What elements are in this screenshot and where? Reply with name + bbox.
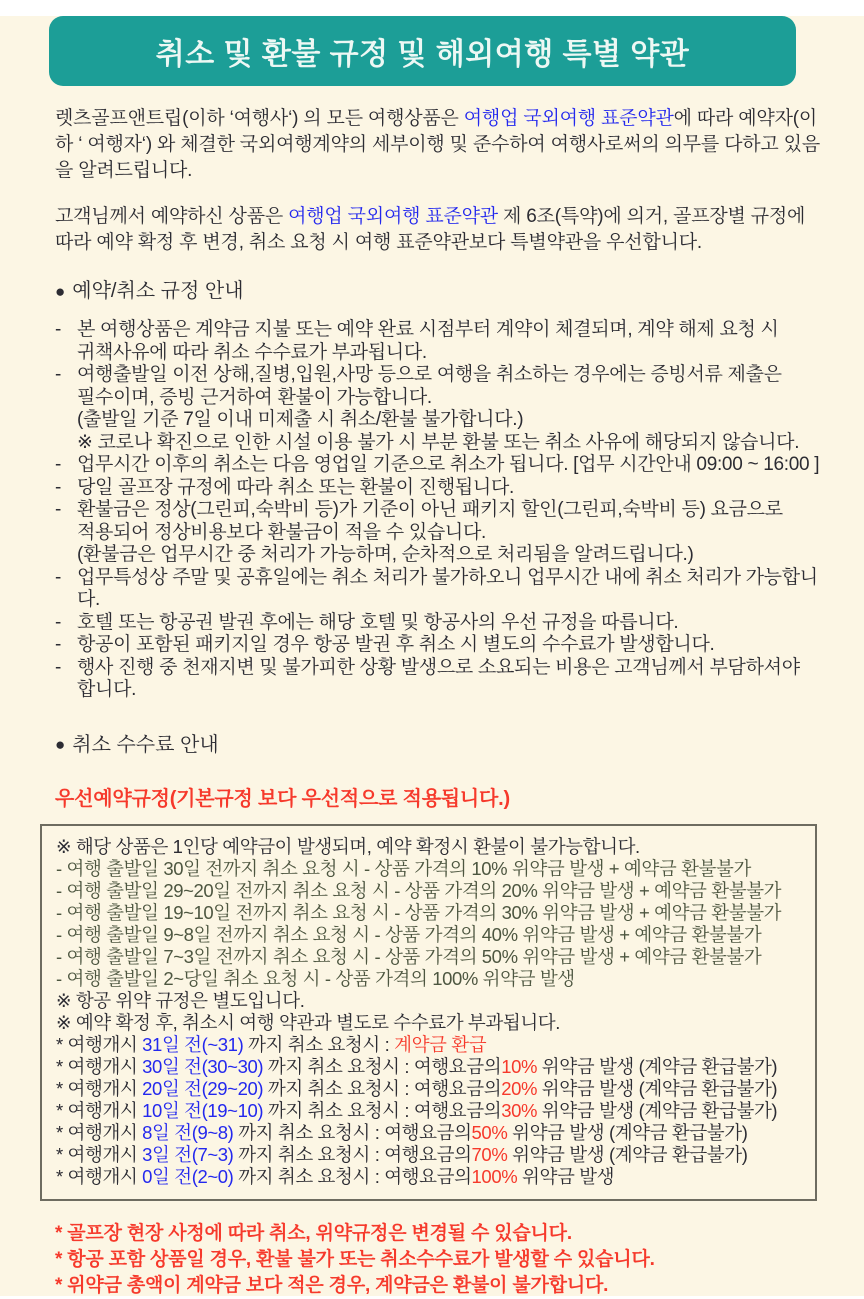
fee-segment: - 여행 출발일 7~3일 전까지 취소 요청 시 - 상품 가격의 50% 위약금 발생 + 예약금 환불불가 — [56, 945, 762, 967]
fee-line — [56, 1034, 807, 1056]
fee-segment: * 여행개시 — [56, 1055, 143, 1077]
rule-line: 필수이며, 증빙 근거하여 환불이 가능합니다. — [77, 386, 432, 408]
fee-line — [56, 968, 807, 990]
dash-marker: - — [55, 499, 62, 520]
fee-segment: - 여행 출발일 9~8일 전까지 취소 요청 시 - 상품 가격의 40% 위약금 발생 + 예약금 환불불가 — [56, 923, 762, 945]
dash-marker: - — [55, 319, 62, 340]
rule-text — [77, 477, 826, 500]
fee-segment: 까지 취소 요청시 : 여행요금의 — [263, 1077, 502, 1099]
standard-terms-text-1: 여행업 국외여행 표준약관 — [463, 108, 674, 129]
fee-segment: 위약금 발생 (계약금 환급불가) — [537, 1055, 778, 1077]
dash-marker: - — [55, 476, 62, 498]
intro-1-pre: 렛츠골프앤트립(이하 ‘여행사‘) 의 모든 여행상품은 — [55, 108, 464, 129]
section-title-rules-label: 예약/취소 규정 안내 — [72, 280, 244, 302]
fee-segment: - 여행 출발일 29~20일 전까지 취소 요청 시 - 상품 가격의 20% 위약금 발생 + 예약금 환불불가 — [56, 879, 782, 901]
fee-line — [56, 836, 807, 858]
fee-line — [56, 1122, 807, 1144]
notice-content — [0, 106, 864, 1299]
rule-line: 귀책사유에 따라 취소 수수료가 부과됩니다. — [77, 341, 427, 363]
rule-text — [77, 567, 826, 612]
fee-segment: 50% — [471, 1121, 508, 1143]
fee-segment: 10일 전(19~10) — [142, 1099, 264, 1121]
fee-line — [56, 1100, 807, 1122]
rule-item — [55, 567, 826, 612]
rule-line: ※ 코로나 확진으로 인한 시설 이용 불가 시 부분 환불 또는 취소 사유에 해당되지 않습니다. — [77, 431, 800, 453]
fee-line — [56, 1078, 807, 1100]
rule-line: (환불금은 업무시간 중 처리가 가능하며, 순차적으로 처리됨을 알려드립니다.) — [77, 544, 694, 565]
fee-segment: 30일 전(30~30) — [142, 1055, 264, 1077]
page-title: 취소 및 환불 규정 및 해외여행 특별 약관 — [155, 38, 690, 71]
fee-segment: 31일 전(~31) — [142, 1033, 244, 1055]
rule-line: (출발일 기준 7일 이내 미제출 시 취소/환불 불가합니다.) — [77, 409, 524, 430]
fee-segment: 까지 취소 요청시 : 여행요금의 — [233, 1143, 472, 1165]
footer-notes — [55, 1221, 826, 1299]
rule-item — [55, 364, 826, 454]
dash-marker: - — [55, 611, 62, 633]
fee-segment: 30% — [501, 1099, 538, 1121]
section-title-fee — [55, 732, 826, 758]
fee-line — [56, 858, 807, 880]
dash-marker: - — [55, 364, 62, 385]
fee-line — [56, 1012, 807, 1034]
dash-marker: - — [55, 656, 62, 678]
dash-marker: - — [55, 634, 62, 655]
fee-segment: 까지 취소 요청시 : 여행요금의 — [263, 1099, 502, 1121]
rules-list — [55, 319, 826, 702]
standard-terms-text-2: 여행업 국외여행 표준약관 — [288, 206, 498, 227]
fee-segment: 위약금 발생 (계약금 환급불가) — [507, 1121, 748, 1143]
fee-line — [56, 946, 807, 968]
fee-line — [56, 1056, 807, 1078]
intro-2-post: 제 6조(특약)에 의거, 골프장별 규정에 따라 예약 확정 후 변경, 취소 요청 시 여행 표준약관보다 특별약관을 우선합니다. — [55, 206, 806, 253]
rule-item — [55, 499, 826, 567]
fee-line — [56, 924, 807, 946]
rule-line: 합니다. — [77, 679, 137, 700]
fee-segment: 위약금 발생 (계약금 환급불가) — [537, 1077, 778, 1099]
rule-line: 업무특성상 주말 및 공휴일에는 취소 처리가 불가하오니 업무시간 내에 취소 처리가 가능합니다. — [77, 566, 818, 610]
fee-segment: 까지 취소 요청시 : — [243, 1033, 395, 1055]
rule-line: 행사 진행 중 천재지변 및 불가피한 상황 발생으로 소요되는 비용은 고객님께서 부담하셔야 — [77, 656, 800, 678]
fee-segment: - 여행 출발일 30일 전까지 취소 요청 시 - 상품 가격의 10% 위약금 발생 + 예약금 환불불가 — [56, 857, 751, 879]
fee-segment: 까지 취소 요청시 : 여행요금의 — [233, 1165, 472, 1187]
rule-text — [77, 319, 826, 364]
rule-text — [77, 499, 826, 567]
fee-segment: * 여행개시 — [56, 1033, 143, 1055]
rule-text — [77, 364, 826, 454]
title-banner — [49, 16, 796, 86]
fee-segment: ※ 예약 확정 후, 취소시 여행 약관과 별도로 수수료가 부과됩니다. — [56, 1011, 561, 1033]
rule-item — [55, 477, 826, 500]
rule-line: 여행출발일 이전 상해,질병,입원,사망 등으로 여행을 취소하는 경우에는 증빙서류 제출은 — [77, 364, 782, 385]
fee-segment: - 여행 출발일 2~당일 취소 요청 시 - 상품 가격의 100% 위약금 발생 — [56, 967, 575, 989]
fee-segment: - 여행 출발일 19~10일 전까지 취소 요청 시 - 상품 가격의 30% 위약금 발생 + 예약금 환불불가 — [56, 901, 782, 923]
section-title-rules — [55, 278, 826, 304]
fee-segment: ※ 해당 상품은 1인당 예약금이 발생되며, 예약 확정시 환불이 불가능합니다. — [56, 835, 640, 857]
fee-segment: 위약금 발생 (계약금 환급불가) — [537, 1099, 778, 1121]
rule-line: 본 여행상품은 계약금 지불 또는 예약 완료 시점부터 계약이 체결되며, 계약 해제 요청 시 — [77, 319, 779, 340]
rule-line: 업무시간 이후의 취소는 다음 영업일 기준으로 취소가 됩니다. [업무 시간안내 09:00 ~ 16:00 ] — [77, 454, 820, 475]
footer-note: * 골프장 현장 사정에 따라 취소, 위약규정은 변경될 수 있습니다. — [55, 1222, 572, 1244]
priority-rule-heading: 우선예약규정(기본규정 보다 우선적으로 적용됩니다.) — [55, 787, 510, 810]
fee-segment: * 여행개시 — [56, 1143, 143, 1165]
notice-page — [0, 16, 864, 1296]
fee-segment: 20일 전(29~20) — [142, 1077, 264, 1099]
rule-item — [55, 612, 826, 635]
rule-text — [77, 634, 826, 657]
footer-note: * 항공 포함 상품일 경우, 환불 불가 또는 취소수수료가 발생할 수 있습니다. — [55, 1248, 655, 1270]
fee-segment: * 여행개시 — [56, 1165, 143, 1187]
rule-text — [77, 612, 826, 635]
intro-paragraph-2 — [55, 204, 826, 256]
rule-item — [55, 634, 826, 657]
rule-line: 환불금은 정상(그린피,숙박비 등)가 기준이 아닌 패키지 할인(그린피,숙박비 등) 요금으로 — [77, 499, 783, 520]
fee-segment: 계약금 환급 — [394, 1033, 487, 1055]
rule-line: 당일 골프장 규정에 따라 취소 또는 환불이 진행됩니다. — [77, 476, 515, 498]
fee-segment: 20% — [501, 1077, 538, 1099]
fee-segment: * 여행개시 — [56, 1099, 143, 1121]
fee-line — [56, 1144, 807, 1166]
intro-1-post: 에 따라 예약자(이하 ‘ 여행자‘) 와 체결한 국외여행계약의 세부이행 및 준수하여 여행사로써의 의무를 다하고 있음을 알려드립니다. — [55, 108, 820, 181]
rule-item — [55, 454, 826, 477]
rule-item — [55, 319, 826, 364]
fee-segment: 70% — [471, 1143, 508, 1165]
fee-segment: 8일 전(9~8) — [142, 1121, 234, 1143]
bullet-icon: ● — [55, 281, 66, 301]
fee-segment: 0일 전(2~0) — [142, 1165, 234, 1187]
footer-note: * 위약금 총액이 계약금 보다 적은 경우, 계약금은 환불이 불가합니다. — [55, 1274, 609, 1296]
fee-segment: * 여행개시 — [56, 1121, 143, 1143]
fee-segment: ※ 항공 위약 규정은 별도입니다. — [56, 989, 305, 1011]
fee-segment: 10% — [501, 1055, 538, 1077]
fee-segment: 위약금 발생 (계약금 환급불가) — [507, 1143, 748, 1165]
dash-marker: - — [55, 454, 62, 475]
rule-line: 적용되어 정상비용보다 환불금이 적을 수 있습니다. — [77, 521, 487, 543]
fee-segment: 까지 취소 요청시 : 여행요금의 — [263, 1055, 502, 1077]
rule-line: 항공이 포함된 패키지일 경우 항공 발권 후 취소 시 별도의 수수료가 발생합니다. — [77, 634, 715, 655]
rule-item — [55, 657, 826, 702]
intro-paragraph-1 — [55, 106, 826, 184]
bullet-icon: ● — [55, 735, 66, 754]
fee-line — [56, 902, 807, 924]
fee-line — [56, 1166, 807, 1188]
fee-segment: 100% — [471, 1165, 518, 1187]
cancellation-fee-box — [40, 824, 817, 1201]
fee-segment: * 여행개시 — [56, 1077, 143, 1099]
rule-text — [77, 657, 826, 702]
fee-segment: 3일 전(7~3) — [142, 1143, 234, 1165]
intro-2-pre: 고객님께서 예약하신 상품은 — [55, 206, 289, 227]
fee-line — [56, 880, 807, 902]
fee-segment: 까지 취소 요청시 : 여행요금의 — [233, 1121, 472, 1143]
fee-segment: 위약금 발생 — [517, 1165, 615, 1187]
fee-line — [56, 990, 807, 1012]
dash-marker: - — [55, 566, 62, 588]
rule-text — [77, 454, 826, 477]
rule-line: 호텔 또는 항공권 발권 후에는 해당 호텔 및 항공사의 우선 규정을 따릅니다. — [77, 611, 679, 633]
section-title-fee-label: 취소 수수료 안내 — [72, 733, 219, 756]
